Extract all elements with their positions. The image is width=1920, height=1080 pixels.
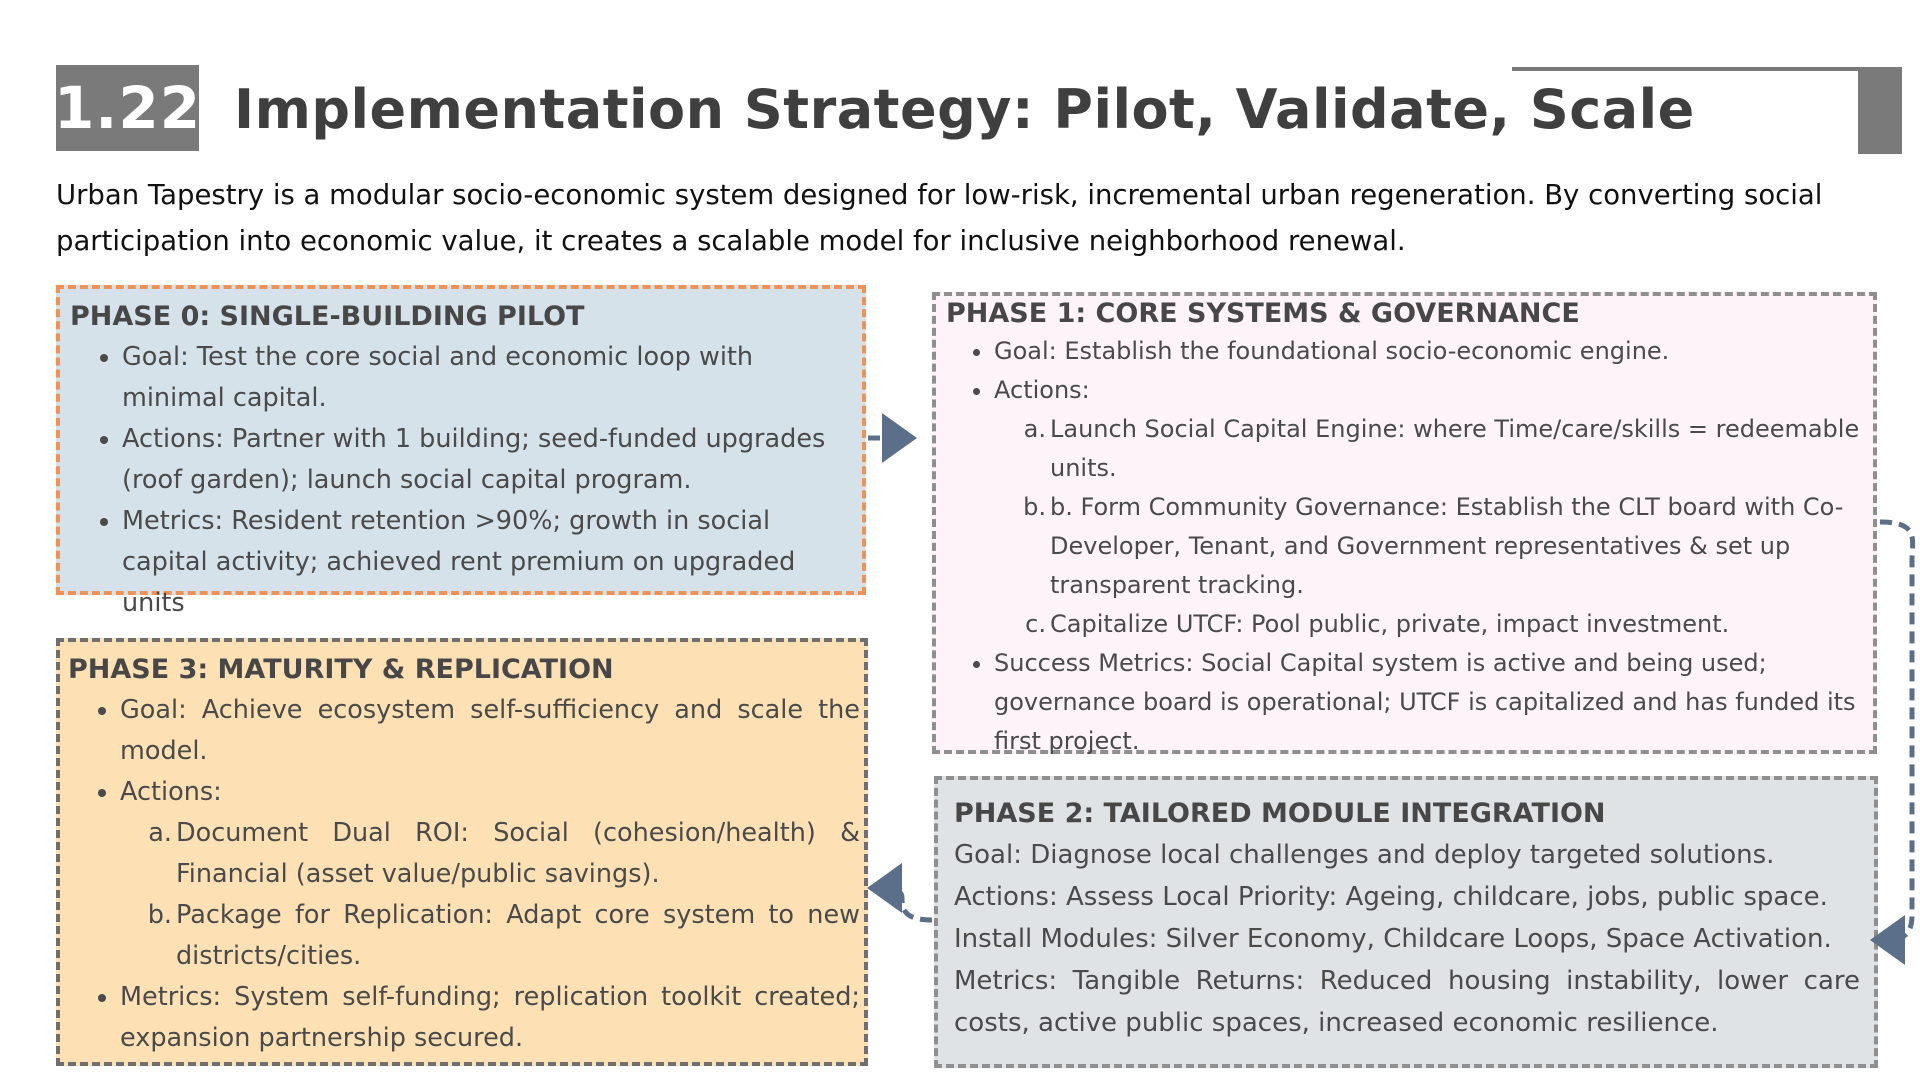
- phase-3-actions-list: [120, 813, 860, 977]
- phase-1-action-c: [1025, 605, 1863, 644]
- phase-3-title: PHASE 3: MATURITY & REPLICATION: [68, 654, 614, 685]
- phase-3-action-a: [148, 813, 860, 895]
- phase-3-box: [56, 638, 868, 1066]
- phase-1-action-b: [1023, 488, 1863, 605]
- phase-1-action-a-text: Launch Social Capital Engine: where Time/care/skills = redeemable units.: [1050, 415, 1860, 482]
- phase-3-actions-label: Actions:: [120, 777, 222, 807]
- phase-1-action-c-text: Capitalize UTCF: Pool public, private, impact investment.: [1050, 610, 1730, 638]
- phase-1-actions-list: [994, 410, 1863, 644]
- phase-2-goal: Goal: Diagnose local challenges and deploy targeted solutions.: [954, 840, 1775, 870]
- phase-3-action-a-text: Document Dual ROI: Social (cohesion/health) & Financial (asset value/public savings).: [176, 818, 860, 889]
- phase-2-title: PHASE 2: TAILORED MODULE INTEGRATION: [954, 798, 1606, 829]
- phase-0-title: PHASE 0: SINGLE-BUILDING PILOT: [70, 301, 585, 332]
- phase-0-metrics: • Metrics: Resident retention >90%; growth in social capital activity; achieved rent premium on upgraded units: [122, 501, 854, 624]
- phase-3-list: [68, 690, 860, 1059]
- phase-3-goal: • Goal: Achieve ecosystem self-sufficiency and scale the model.: [120, 690, 860, 772]
- list-marker: a.: [148, 818, 172, 848]
- list-marker: c.: [1025, 610, 1046, 638]
- phase-3-action-b-text: Package for Replication: Adapt core system to new districts/cities.: [176, 900, 860, 971]
- intro-paragraph: Urban Tapestry is a modular socio-economic system designed for low-risk, incremental urban regeneration. By converting social participation into economic value, it creates a scalable model for inclusive neighborhood renewal.: [56, 179, 1823, 257]
- header-corner-block: [1858, 67, 1902, 154]
- phase-1-box: [932, 292, 1877, 754]
- phase-2-metrics: Metrics: Tangible Returns: Reduced housing instability, lower care costs, active public spaces, increased economic resilience.: [954, 966, 1860, 1038]
- phase-1-action-a: [1023, 410, 1863, 488]
- page-title: Implementation Strategy: Pilot, Validate, Scale: [234, 78, 1695, 141]
- header-rule: [1512, 67, 1858, 71]
- arrow-phase1-to-phase2: [1875, 522, 1913, 940]
- phase-0-goal: • Goal: Test the core social and economic loop with minimal capital.: [122, 337, 854, 419]
- phase-0-list: [70, 337, 854, 624]
- phase-3-actions: [120, 772, 860, 977]
- phase-0-box: [56, 285, 866, 618]
- phase-2-modules: Install Modules: Silver Economy, Childcare Loops, Space Activation.: [954, 924, 1832, 954]
- phase-1-title: PHASE 1: CORE SYSTEMS & GOVERNANCE: [946, 298, 1580, 329]
- phase-2-actions: Actions: Assess Local Priority: Ageing, childcare, jobs, public space.: [954, 882, 1828, 912]
- phase-1-actions: [994, 371, 1863, 644]
- list-marker: b.: [147, 900, 172, 930]
- list-marker: b.: [1023, 493, 1046, 521]
- phase-1-action-b-text: b. Form Community Governance: Establish the CLT board with Co-Developer, Tenant, and Government representatives & set up transparent tracking.: [1050, 493, 1844, 599]
- phase-3-action-b: [147, 895, 860, 977]
- phase-1-goal: • Goal: Establish the foundational socio-economic engine.: [994, 332, 1863, 371]
- list-marker: a.: [1023, 415, 1046, 443]
- phase-2-box: [934, 776, 1878, 1068]
- phase-1-actions-label: Actions:: [994, 376, 1090, 404]
- phase-3-metrics: • Metrics: System self-funding; replication toolkit created; expansion partnership secured.: [120, 977, 860, 1059]
- arrow-phase2-to-phase3: [872, 888, 932, 920]
- phase-1-list: [946, 332, 1863, 761]
- section-number-badge: 1.22: [56, 65, 199, 151]
- phase-0-actions: • Actions: Partner with 1 building; seed-funded upgrades (roof garden); launch social capital program.: [122, 419, 854, 501]
- phase-1-metrics: • Success Metrics: Social Capital system is active and being used; governance board is operational; UTCF is capitalized and has funded its first project.: [994, 644, 1863, 761]
